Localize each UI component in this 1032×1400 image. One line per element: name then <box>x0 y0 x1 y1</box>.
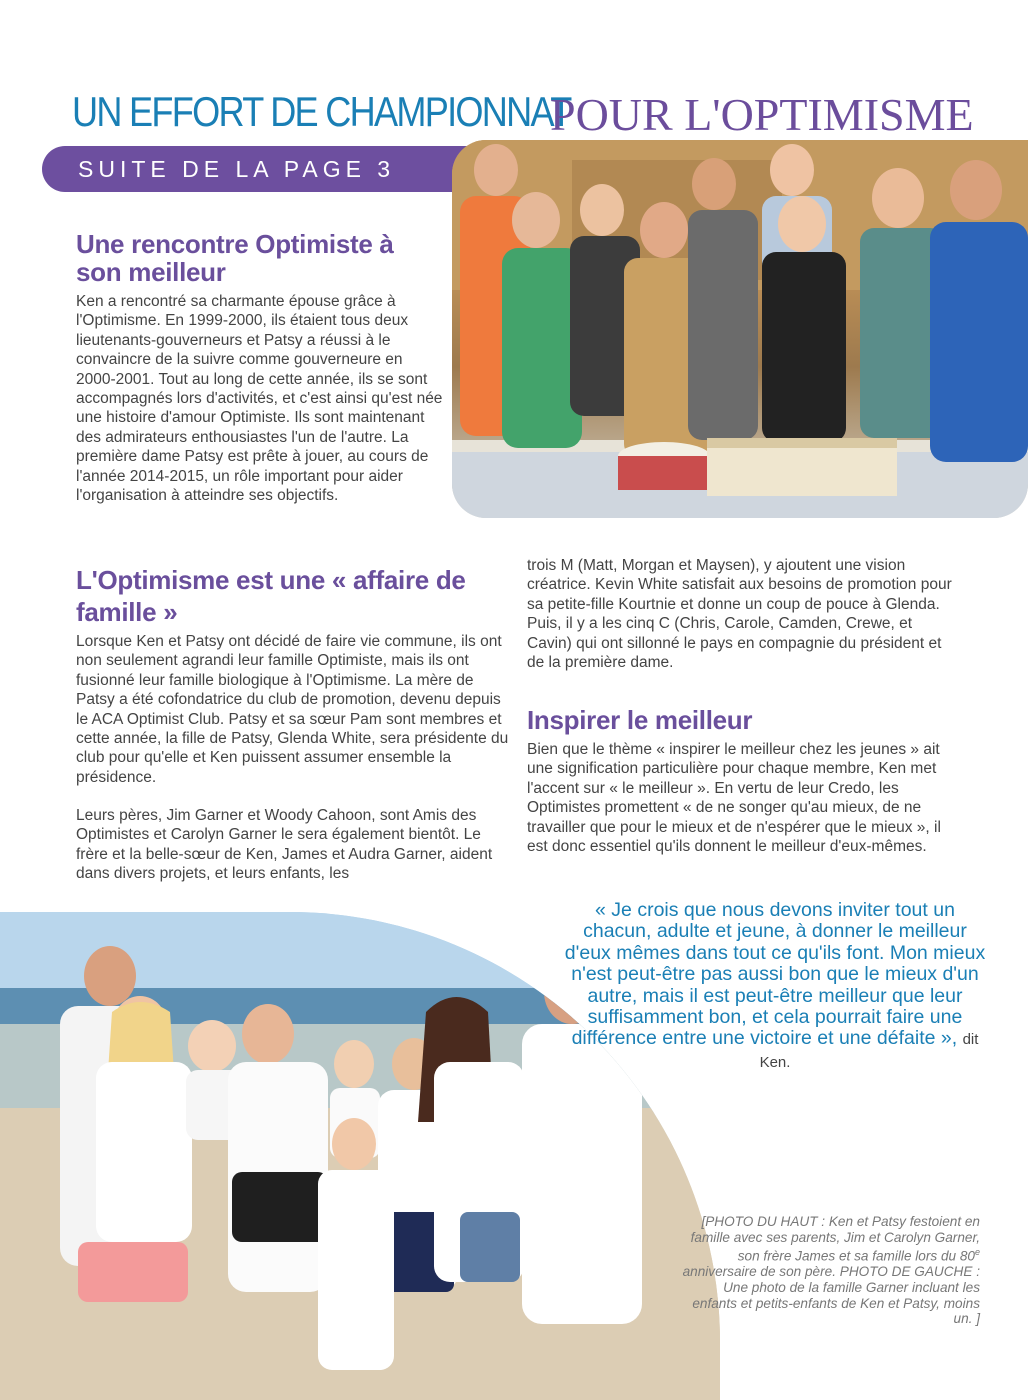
top-photo-illustration <box>452 140 1028 518</box>
section-heading-meeting: Une rencontre Optimiste à son meilleur <box>76 229 394 287</box>
cakes <box>618 438 897 496</box>
top-family-photo <box>452 140 1028 518</box>
continued-banner <box>42 146 522 192</box>
pull-quote-text: « Je crois que nous devons inviter tout un chacun, adulte et jeune, à donner le meilleur d'eux mêmes dans tout ce qu'ils font. Mon mieux n'est peut-être pas aussi bon que le mieux d'un autre, mais il est peut-être meilleur que leur suffisamment bon, et cela pourrait faire une différence entre une victoire et une défaite », <box>564 899 986 1050</box>
section-heading-inspire: Inspirer le meilleur <box>527 705 753 735</box>
caption-superscript: e <box>974 1247 980 1258</box>
photo-caption <box>680 1214 980 1327</box>
section-body-inspire: Bien que le thème « inspirer le meilleur chez les jeunes » ait une signification particulière pour chaque membre, Ken met l'accent sur « le meilleur ». En vertu de leur Credo, les Optimistes promettent « de ne songer qu'au mieux, de ne travailler que pour le mieux et de n'espérer que le mieux », il est donc essentiel qu'ils donnent le meilleur d'eux-mêmes. <box>527 741 941 856</box>
caption-part2: anniversaire de son père. PHOTO DE GAUCHE : Une photo de la famille Garner incluant les enfants et petits-enfants de Ken et Patsy, moins un. ] <box>682 1264 980 1327</box>
pull-quote-attribution: dit Ken. <box>759 1031 979 1071</box>
page-title-part1: UN EFFORT DE CHAMPIONNAT <box>72 88 571 135</box>
section-body-meeting: Ken a rencontré sa charmante épouse grâce à l'Optimisme. En 1999-2000, ils étaient tous deux lieutenants-gouverneurs et Patsy a réussi à le convaincre de la suivre comme gouverneure en 2000-2001. Tout au long de cette année, ils se sont accompagnés lors d'activités, et c'est ainsi qu'est née une histoire d'amour Optimiste. Ils sont maintenant des admirateurs enthousiastes l'un de l'autre. La première dame Patsy est prête à jouer, au cours de l'année 2014-2015, un rôle important pour aider l'organisation à atteindre ses objectifs. <box>76 293 443 505</box>
continued-label: SUITE DE LA PAGE 3 <box>78 156 396 182</box>
section-body-family-1: Lorsque Ken et Patsy ont décidé de faire vie commune, ils ont non seulement agrandi leur famille Optimiste, mais ils ont fusionné leur famille biologique à l'Optimisme. La mère de Patsy a été cofondatrice du club de promotion, devenu depuis le ACA Optimist Club. Patsy et sa sœur Pam sont membres et cette année, la fille de Patsy, Glenda White, sera présidente du club pour qu'elle et Ken puissent assumer ensemble la présidence. <box>76 633 509 786</box>
section-heading-family: L'Optimisme est une « affaire de famille » <box>76 565 466 627</box>
page-title-part2: POUR L'OPTIMISME <box>550 89 974 140</box>
caption-part1: [PHOTO DU HAUT : Ken et Patsy festoient en famille avec ses parents, Jim et Carolyn Garner, son frère James et sa famille lors du 80 <box>690 1214 980 1264</box>
section-body-family-3: trois M (Matt, Morgan et Maysen), y ajoutent une vision créatrice. Kevin White satisfait aux besoins de promotion pour sa petite-fille Kourtnie et donne un coup de pouce à Glenda. Puis, il y a les cinq C (Chris, Carole, Camden, Crewe, et Cavin) qui ont sillonné le pays en compagnie du président et de la première dame. <box>527 557 952 672</box>
page-title <box>72 88 1002 140</box>
section-body-family-2: Leurs pères, Jim Garner et Woody Cahoon, sont Amis des Optimistes et Carolyn Garner le sera également bientôt. Le frère et la belle-sœur de Ken, James et Audra Garner, aident dans divers projets, et leurs enfants, les <box>76 807 493 883</box>
pull-quote <box>560 900 990 1073</box>
